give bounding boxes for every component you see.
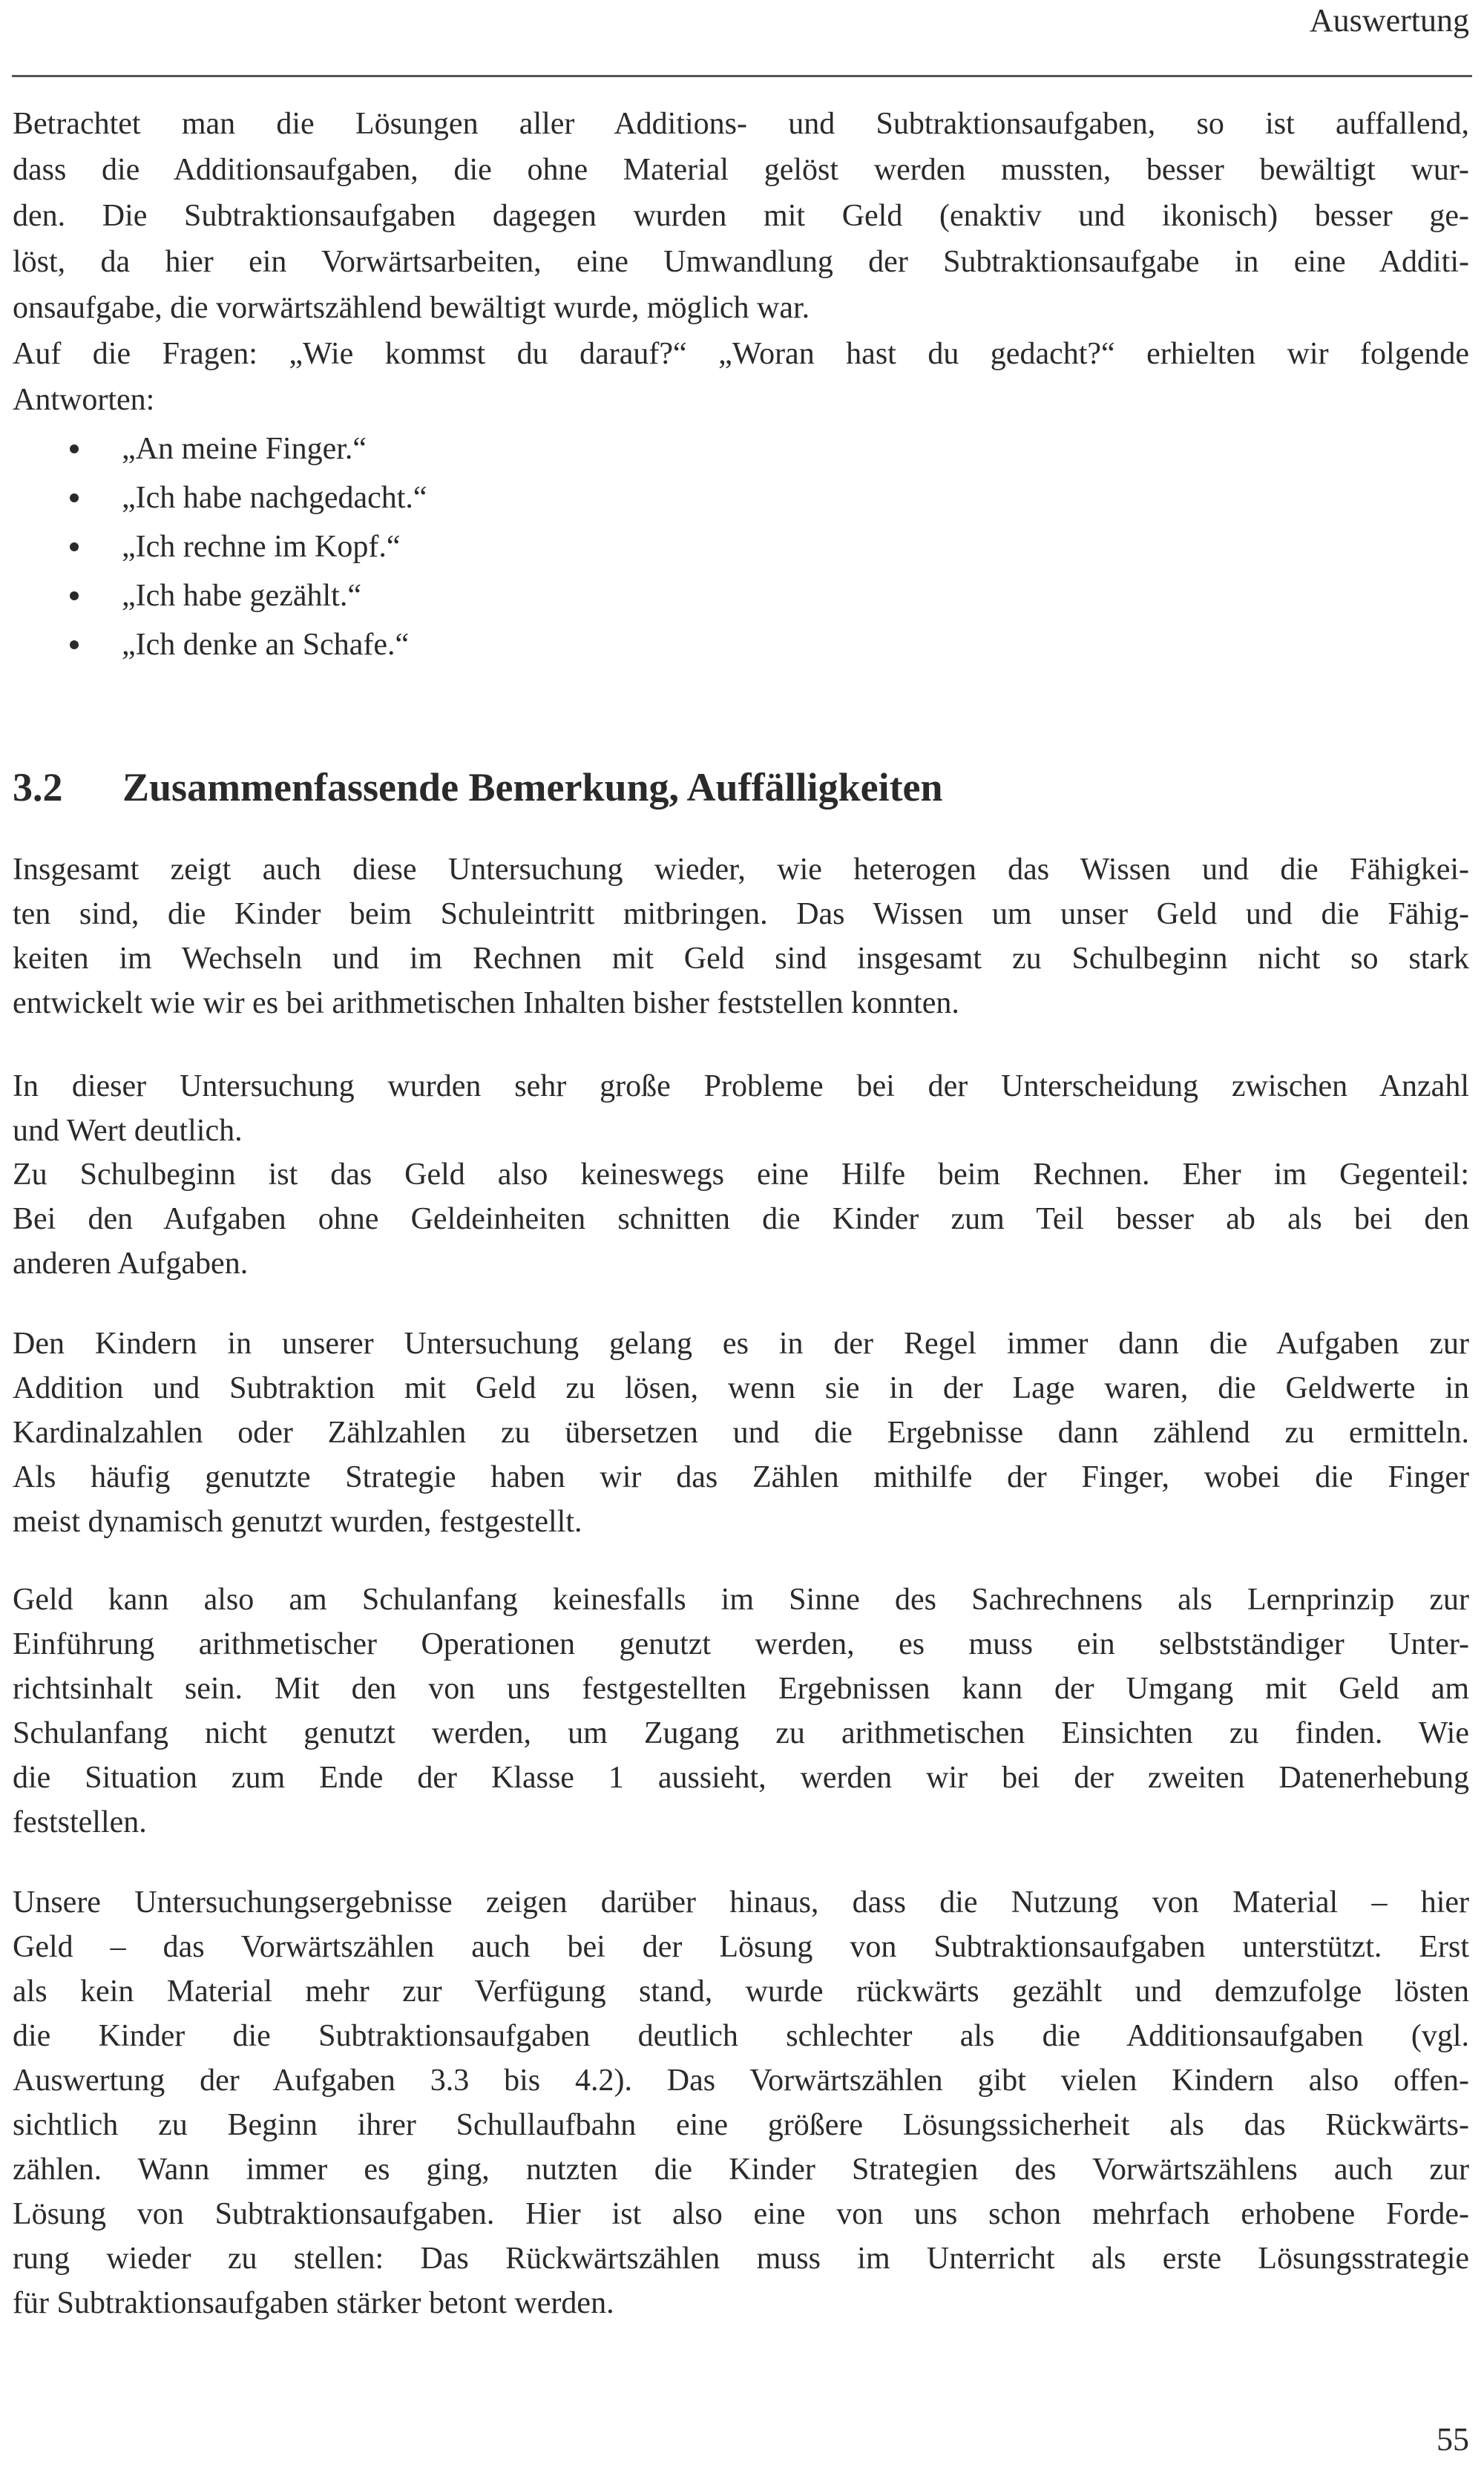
text-line: Den Kindern in unserer Untersuchung gelang es in der Regel immer dann die Aufgaben zur	[13, 1327, 1469, 1361]
text-line: feststellen.	[13, 1805, 147, 1839]
running-header: Auswertung	[1309, 2, 1469, 39]
text-line: ten sind, die Kinder beim Schuleintritt mitbringen. Das Wissen um unser Geld und die Fähig-	[13, 897, 1469, 931]
text-line: löst, da hier ein Vorwärtsarbeiten, eine Umwandlung der Subtraktionsaufgabe in eine Additi-	[13, 245, 1469, 279]
paragraph-anzahl-wert	[13, 1064, 1469, 1153]
text-line: entwickelt wie wir es bei arithmetischen Inhalten bisher feststellen konnten.	[13, 986, 959, 1020]
text-line: Als häufig genutzte Strategie haben wir das Zählen mithilfe der Finger, wobei die Finger	[13, 1460, 1469, 1494]
text-line: Einführung arithmetischer Operationen genutzt werden, es muss ein selbstständiger Unter-	[13, 1627, 1469, 1661]
text-line: Lösung von Subtraktionsaufgaben. Hier ist also eine von uns schon mehrfach erhobene Forde-	[13, 2197, 1469, 2231]
bullet-icon	[70, 640, 79, 649]
text-line: Geld – das Vorwärtszählen auch bei der Lösung von Subtraktionsaufgaben unterstützt. Erst	[13, 1930, 1469, 1964]
text-line: In dieser Untersuchung wurden sehr große Probleme bei der Unterscheidung zwischen Anzahl	[13, 1069, 1469, 1103]
bullet-icon	[70, 493, 79, 502]
text-line: sichtlich zu Beginn ihrer Schullaufbahn eine größere Lösungssicherheit als das Rückwärts-	[13, 2108, 1469, 2142]
answer-text: „Ich rechne im Kopf.“	[122, 530, 401, 564]
paragraph-kinder	[13, 1322, 1469, 1544]
text-line: keiten im Wechseln und im Rechnen mit Geld sind insgesamt zu Schulbeginn nicht so stark	[13, 942, 1469, 976]
text-line: meist dynamisch genutzt wurden, festgestellt.	[13, 1505, 582, 1539]
text-line: Unsere Untersuchungsergebnisse zeigen darüber hinaus, dass die Nutzung von Material – hier	[13, 1885, 1469, 1920]
header-rule	[12, 75, 1472, 77]
text-line: onsaufgabe, die vorwärtszählend bewältigt wurde, möglich war.	[13, 291, 810, 325]
text-line: Schulanfang nicht genutzt werden, um Zugang zu arithmetischen Einsichten zu finden. Wie	[13, 1716, 1469, 1750]
paragraph-unsere	[13, 1880, 1469, 2325]
bullet-icon	[70, 591, 79, 600]
text-line: zählen. Wann immer es ging, nutzten die Kinder Strategien des Vorwärtszählens auch zur	[13, 2153, 1469, 2187]
text-line: rung wieder zu stellen: Das Rückwärtszählen muss im Unterricht als erste Lösungsstrategie	[13, 2242, 1469, 2276]
answer-text: „Ich denke an Schafe.“	[122, 628, 410, 662]
text-line: als kein Material mehr zur Verfügung stand, wurde rückwärts gezählt und demzufolge lösten	[13, 1974, 1469, 2009]
text-line: die Kinder die Subtraktionsaufgaben deutlich schlechter als die Additionsaufgaben (vgl.	[13, 2019, 1469, 2053]
bullet-icon	[70, 444, 79, 453]
answer-text: „An meine Finger.“	[122, 432, 367, 466]
text-line: Auswertung der Aufgaben 3.3 bis 4.2). Das Vorwärtszählen gibt vielen Kindern also offen-	[13, 2064, 1469, 2098]
text-line: dass die Additionsaufgaben, die ohne Material gelöst werden mussten, besser bewältigt wur-	[13, 153, 1469, 187]
text-line: und Wert deutlich.	[13, 1114, 243, 1148]
text-line: den. Die Subtraktionsaufgaben dagegen wurden mit Geld (enaktiv und ikonisch) besser ge-	[13, 199, 1469, 233]
text-line: die Situation zum Ende der Klasse 1 aussieht, werden wir bei der zweiten Datenerhebung	[13, 1761, 1469, 1795]
text-line: anderen Aufgaben.	[13, 1247, 249, 1281]
answer-text: „Ich habe gezählt.“	[122, 579, 361, 613]
text-line: Insgesamt zeigt auch diese Untersuchung wieder, wie heterogen das Wissen und die Fähigkei-	[13, 853, 1469, 887]
text-line: Betrachtet man die Lösungen aller Additions- und Subtraktionsaufgaben, so ist auffallend,	[13, 107, 1469, 141]
text-line: Bei den Aufgaben ohne Geldeinheiten schnitten die Kinder zum Teil besser ab als bei den	[13, 1202, 1469, 1236]
paragraph-schulbeginn	[13, 1152, 1469, 1286]
text-line: Zu Schulbeginn ist das Geld also keineswegs eine Hilfe beim Rechnen. Eher im Gegenteil:	[13, 1158, 1469, 1192]
text-line: Kardinalzahlen oder Zählzahlen zu übersetzen und die Ergebnisse dann zählend zu ermitteln.	[13, 1416, 1469, 1450]
paragraph-intro	[13, 101, 1469, 423]
text-line: für Subtraktionsaufgaben stärker betont werden.	[13, 2286, 614, 2320]
text-line: Addition und Subtraktion mit Geld zu lösen, wenn sie in der Lage waren, die Geldwerte in	[13, 1371, 1469, 1405]
text-line: Geld kann also am Schulanfang keinesfalls im Sinne des Sachrechnens als Lernprinzip zur	[13, 1583, 1469, 1617]
page-number: 55	[1437, 2421, 1469, 2458]
text-line: Auf die Fragen: „Wie kommst du darauf?“ „Woran hast du gedacht?“ erhielten wir folgende	[13, 337, 1469, 371]
section-number: 3.2	[13, 765, 63, 810]
section-title: Zusammenfassende Bemerkung, Auffälligkeiten	[122, 765, 943, 810]
paragraph-insgesamt	[13, 847, 1469, 1025]
bullet-icon	[70, 542, 79, 551]
text-line: Antworten:	[13, 383, 155, 417]
paragraph-geld	[13, 1577, 1469, 1845]
text-line: richtsinhalt sein. Mit den von uns festgestellten Ergebnissen kann der Umgang mit Geld am	[13, 1672, 1469, 1706]
section-heading	[13, 764, 943, 810]
answer-text: „Ich habe nachgedacht.“	[122, 481, 427, 515]
